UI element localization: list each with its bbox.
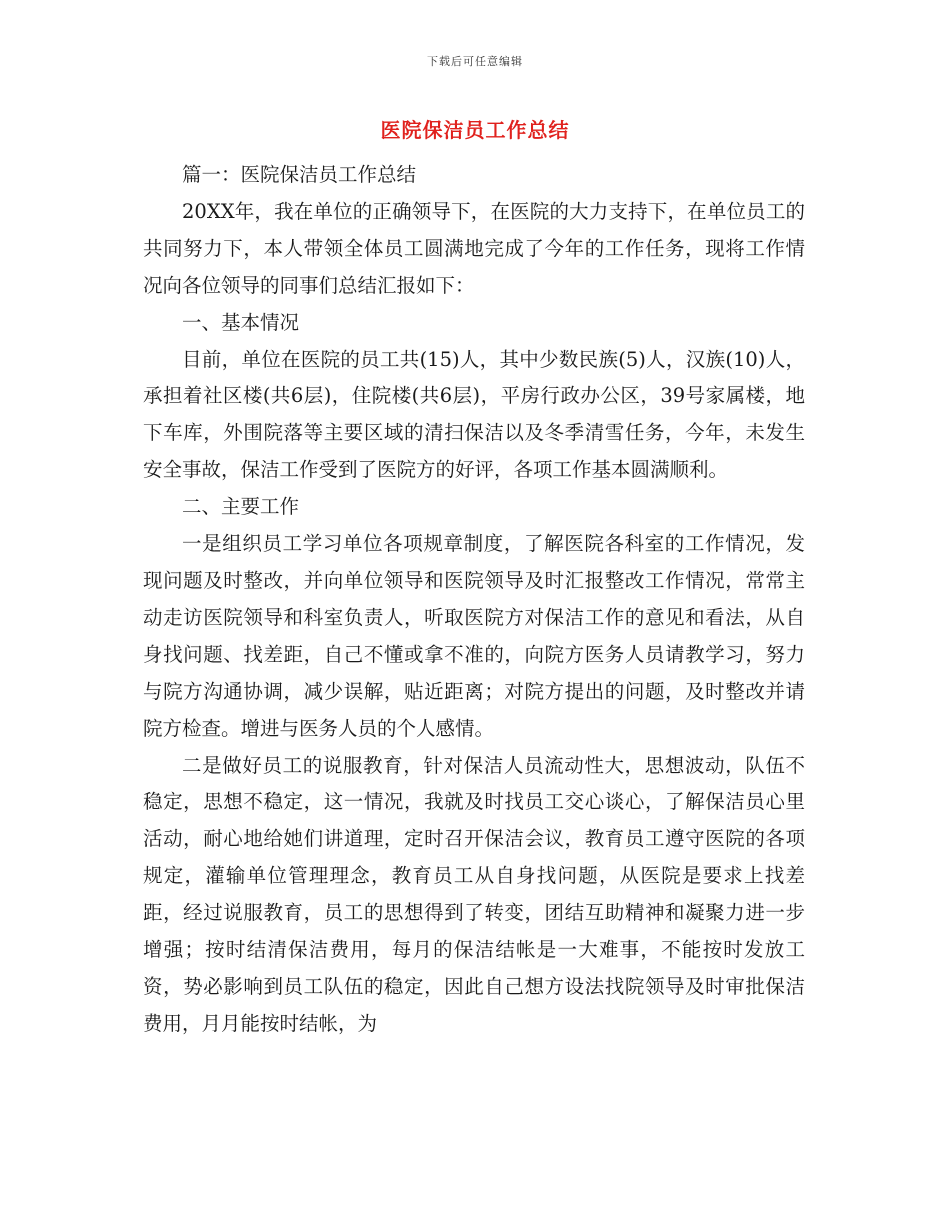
document-body (143, 157, 805, 1043)
paragraph-basic-situation: 目前，单位在医院的员工共(15)人，其中少数民族(5)人，汉族(10)人，承担着社区楼(共6层)，住院楼(共6层)，平房行政办公区，39号家属楼，地下车库，外围院落等主要区域的清扫保洁以及冬季清雪任务，今年，未发生安全事故，保洁工作受到了医院方的好评，各项工作基本圆满顺利。 (143, 347, 805, 482)
document-title: 医院保洁员工作总结 (380, 118, 570, 142)
paragraph-main-work-2: 二是做好员工的说服教育，针对保洁人员流动性大，思想波动，队伍不稳定，思想不稳定，这一情况，我就及时找员工交心谈心，了解保洁员心里活动，耐心地给她们讲道理，定时召开保洁会议，教育员工遵守医院的各项规定，灌输单位管理理念，教育员工从自身找问题，从医院是要求上找差距，经过说服教育，员工的思想得到了转变，团结互助精神和凝聚力进一步增强；按时结清保洁费用，每月的保洁结帐是一大难事，不能按时发放工资，势必影响到员工队伍的稳定，因此自己想方设法找院领导及时审批保洁费用，月月能按时结帐，为 (143, 753, 805, 1035)
paragraph-main-work-1: 一是组织员工学习单位各项规章制度，了解医院各科室的工作情况，发现问题及时整改，并向单位领导和医院领导及时汇报整改工作情况，常常主动走访医院领导和科室负责人，听取医院方对保洁工作的意见和看法，从自身找问题、找差距，自己不懂或拿不准的，向院方医务人员请教学习，努力与院方沟通协调，减少误解，贴近距离；对院方提出的问题，及时整改并请院方检查。增进与医务人员的个人感情。 (143, 532, 805, 740)
paragraph-intro: 20XX年，我在单位的正确领导下，在医院的大力支持下，在单位员工的共同努力下，本人带领全体员工圆满地完成了今年的工作任务，现将工作情况向各位领导的同事们总结汇报如下： (143, 199, 805, 297)
header-note: 下载后可任意编辑 (427, 55, 523, 68)
paragraph-heading-basic: 一、基本情况 (182, 310, 300, 334)
paragraph-heading-main-work: 二、主要工作 (182, 495, 300, 519)
paragraph-section-heading: 篇一：医院保洁员工作总结 (182, 163, 417, 186)
